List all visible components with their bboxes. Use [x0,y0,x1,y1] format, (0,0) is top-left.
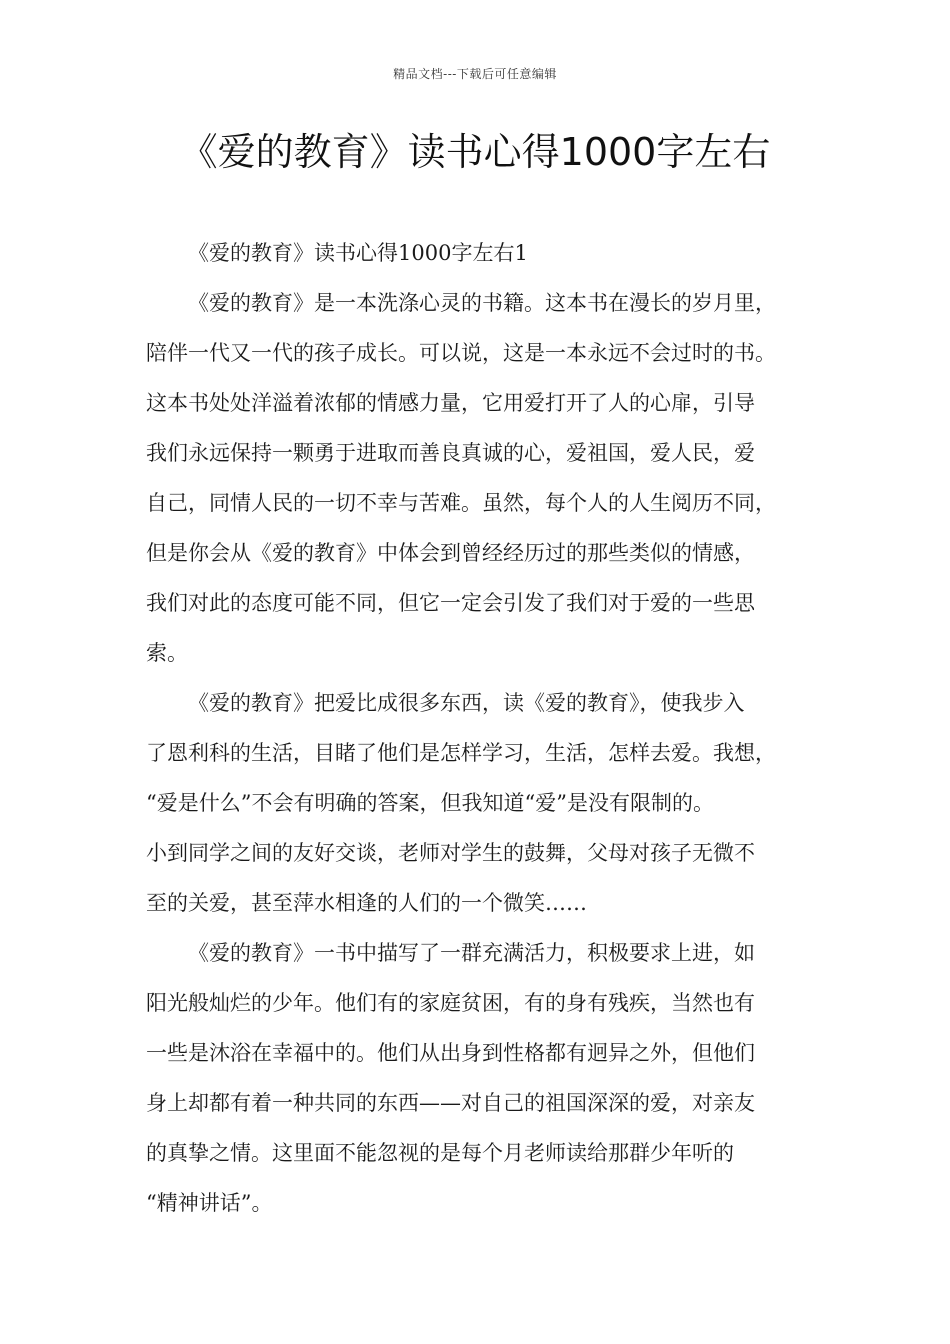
document-body [146,228,826,1228]
paragraph-line: 身上却都有着一种共同的东西——对自己的祖国深深的爱，对亲友 [146,1091,755,1115]
paragraph-line: 小到同学之间的友好交谈，老师对学生的鼓舞，父母对孩子无微不 [146,841,755,865]
paragraph-line: 《爱的教育》把爱比成很多东西，读《爱的教育》，使我步入 [188,691,745,715]
paragraph-line: 陪伴一代又一代的孩子成长。可以说，这是一本永远不会过时的书。 [146,341,776,365]
paragraph-line: 但是你会从《爱的教育》中体会到曾经经历过的那些类似的情感， [146,541,755,565]
document-title: 《爱的教育》读书心得1000字左右 [179,130,771,174]
paragraph-line: 我们对此的态度可能不同，但它一定会引发了我们对于爱的一些思 [146,591,755,615]
paragraph-line: 这本书处处洋溢着浓郁的情感力量，它用爱打开了人的心扉，引导 [146,391,755,415]
paragraph-line: “爱是什么”不会有明确的答案，但我知道“爱”是没有限制的。 [146,791,714,815]
paragraph-line: 《爱的教育》一书中描写了一群充满活力，积极要求上进，如 [188,941,755,965]
paragraph-line: 《爱的教育》是一本洗涤心灵的书籍。这本书在漫长的岁月里， [188,291,776,315]
paragraph-1 [146,278,826,678]
paragraph-3 [146,928,826,1228]
header-note: 精品文档---下载后可任意编辑 [393,67,557,81]
paragraph-line: 自己，同情人民的一切不幸与苦难。虽然，每个人的人生阅历不同， [146,491,776,515]
paragraph-line: 阳光般灿烂的少年。他们有的家庭贫困，有的身有残疾，当然也有 [146,991,755,1015]
paragraph-line: 索。 [146,641,188,665]
paragraph-line: “精神讲话”。 [146,1191,273,1215]
paragraph-2 [146,678,826,928]
paragraph-line: 我们永远保持一颗勇于进取而善良真诚的心，爱祖国，爱人民，爱 [146,441,755,465]
paragraph-line: 至的关爱，甚至萍水相逢的人们的一个微笑…… [146,891,587,915]
section-subtitle: 《爱的教育》读书心得1000字左右1 [188,241,528,265]
paragraph-line: 一些是沐浴在幸福中的。他们从出身到性格都有迥异之外，但他们 [146,1041,755,1065]
paragraph-line: 了恩利科的生活，目睹了他们是怎样学习，生活，怎样去爱。我想， [146,741,776,765]
paragraph-line: 的真挚之情。这里面不能忽视的是每个月老师读给那群少年听的 [146,1141,734,1165]
